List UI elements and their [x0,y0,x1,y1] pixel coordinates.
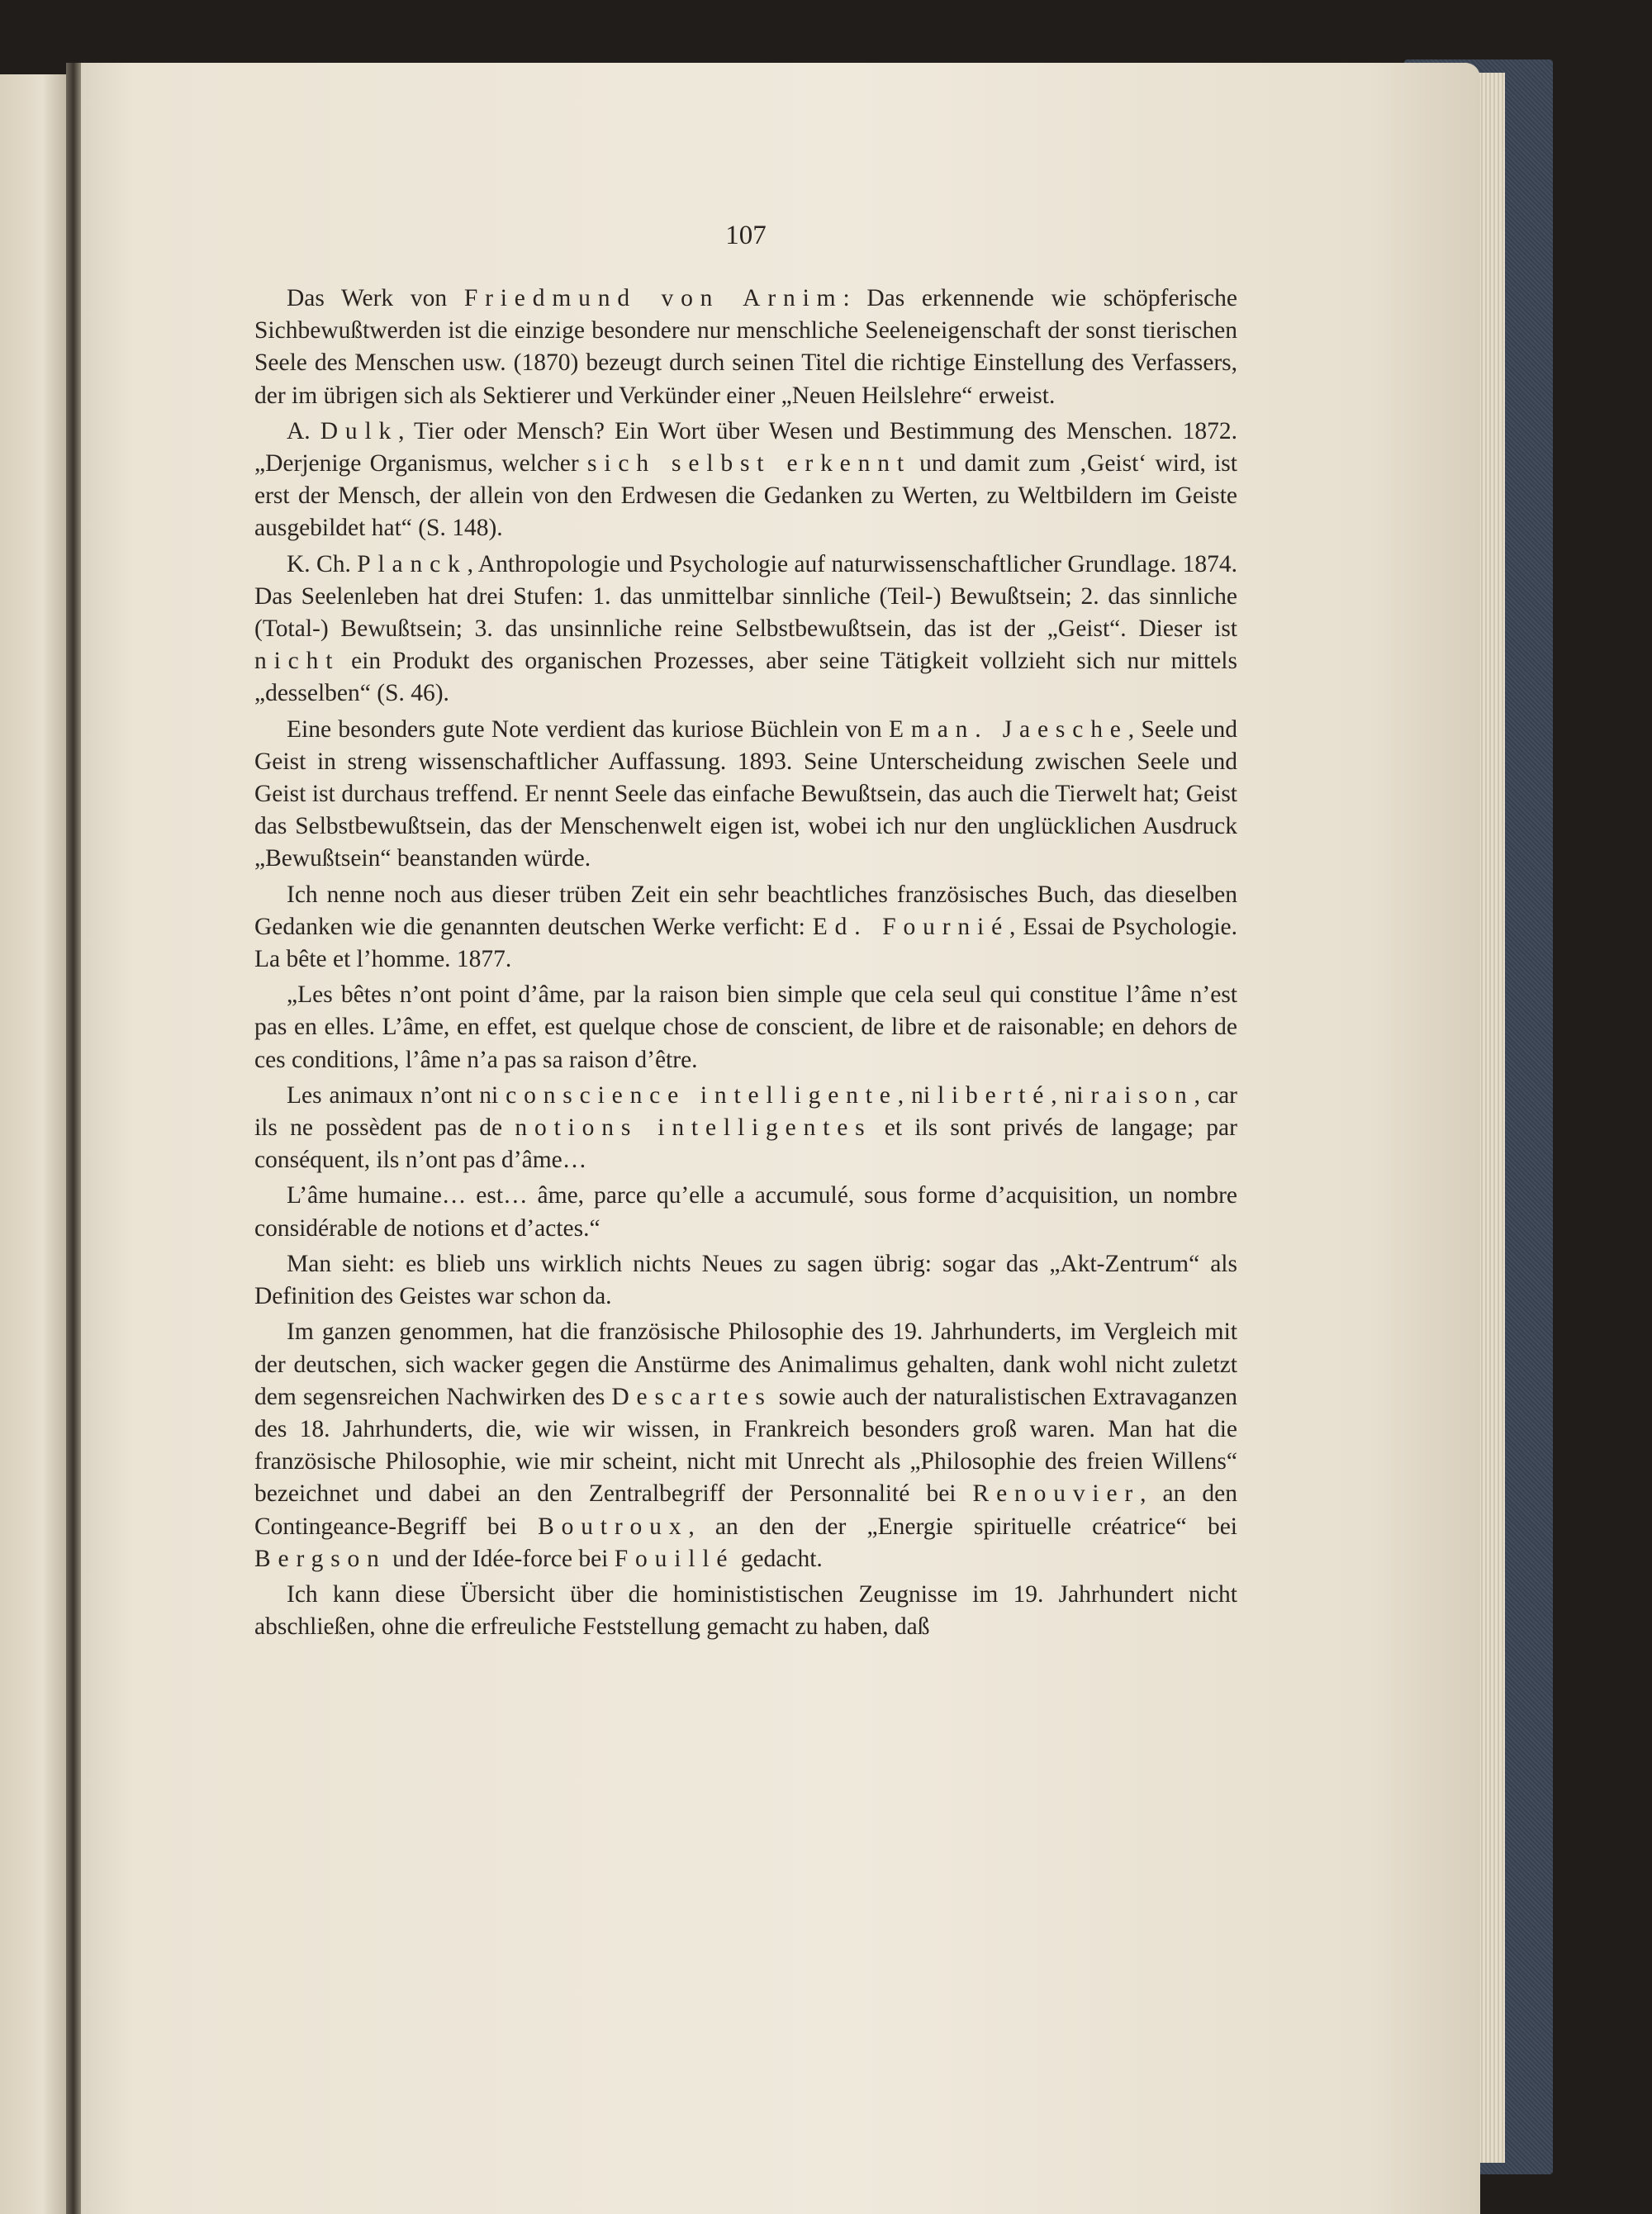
paragraph-p8 [254,1180,1237,1244]
paragraph-text: , Anthropologie und Psychologie auf naturwissenschaftlicher Grundlage. 1874. Das Seelenleben hat drei Stufen: 1. das unmittelbar sinnliche (Teil-) Bewußtsein; 2. das sinnliche (Total-) Bewußtsein; 3. das unsinnliche reine Selbstbewußtsein, das ist der „Geist“. Dieser ist [254,550,1237,643]
spaced-emphasis-text: Fouillé [614,1545,735,1572]
paragraph-list [254,283,1237,1643]
paragraph-text: und der Idée-force bei [386,1545,615,1572]
page-number: 107 [725,221,767,250]
paragraph-text: sowie auch der naturalistischen Extravaganzen des 18. Jahrhunderts, die, wie wir wissen, in Frankreich besonders groß waren. Man hat die französische Philosophie, wie mir scheint, nicht mit Unrecht als „Philosophie des freien Willens“ bezeichnet und dabei an den Zentralbegriff der Personnalité bei [254,1383,1237,1508]
spaced-emphasis-text: Ed. Fournié [812,913,1010,940]
spaced-emphasis-text: Descartes [611,1383,772,1410]
spaced-emphasis-text: nicht [254,648,340,675]
paragraph-p5 [254,879,1237,976]
spaced-emphasis-text: Bergson [254,1545,387,1572]
paragraph-text: Im ganzen genommen, hat die französische Philosophie des 19. Jahrhunderts, im Vergleich mit der deutschen, sich wacker gegen die Anstürme des Animalimus gehalten, dank wohl nicht zuletzt dem segensreichen Nachwirken des [254,1318,1237,1410]
paragraph-p9 [254,1248,1237,1313]
paragraph-text: Les animaux n’ont ni [287,1081,506,1109]
paragraph-text: , ni [897,1081,938,1109]
paragraph-p11 [254,1579,1237,1643]
paragraph-text: L’âme humaine… est… âme, parce qu’elle a accumulé, sous forme d’acquisition, un nombre considérable de notions et d’actes.“ [254,1182,1237,1242]
paragraph-p10 [254,1316,1237,1575]
paragraph-text: Das Werk von [287,285,464,311]
paragraph-p2 [254,416,1237,545]
spaced-emphasis-text: Dulk [320,417,399,444]
paragraph-text: , car ils ne possèdent pas de [254,1081,1237,1142]
paragraph-text: , Tier oder Mensch? Ein Wort über Wesen und Bestimmung des Menschen. 1872. „Derjenige Organismus, welcher [254,417,1237,477]
paragraph-text: Ich kann diese Übersicht über die hominististischen Zeugnisse im 19. Jahrhundert nicht abschließen, ohne die erfreuliche Feststellung gemacht zu haben, daß [254,1580,1237,1641]
paragraph-text: , ni [1051,1081,1091,1109]
left-page-edge [0,74,71,2214]
spaced-emphasis-text: Renouvier [972,1480,1141,1508]
paragraph-text: „Les bêtes n’ont point d’âme, par la raison bien simple que cela seul qui constitue l’âme n’est pas en elles. L’âme, en effet, est quelque chose de conscient, de libre et de raisonable; en dehors de ces conditions, l’âme n’a pas sa raison d’être. [254,981,1237,1073]
paragraph-text: Man sieht: es blieb uns wirklich nichts Neues zu sagen übrig: sogar das „Akt-Zentrum“ als Definition des Geistes war schon da. [254,1250,1237,1310]
spaced-emphasis-text: liberté [937,1081,1051,1109]
book-gutter [66,63,81,2214]
paragraph-text: , Essai de Psychologie. La bête et l’homme. 1877. [254,913,1237,973]
paragraph-text: Ich nenne noch aus dieser trüben Zeit ein sehr beachtliches französisches Buch, das dieselben Gedanken wie die genannten deutschen Werke verficht: [254,881,1237,940]
paragraph-text: Eine besonders gute Note verdient das kuriose Büchlein von [287,715,890,743]
spaced-emphasis-text: Planck [357,550,468,577]
paragraph-text: und damit zum ‚Geist‘ wird, ist erst der Mensch, der allein von den Erdwesen die Gedanken zu Werten, zu Weltbildern im Geiste ausgebildet hat“ (S. 148). [254,450,1237,542]
paragraph-text: , an den der „Energie spirituelle créatrice“ bei [688,1513,1237,1540]
paragraph-text: , an den Contingeance-Begriff bei [254,1480,1237,1540]
paragraph-text: K. Ch. [287,550,358,577]
paragraph-text: A. [287,417,320,444]
paragraph-text: , Seele und Geist in streng wissenschaftlicher Auffassung. 1893. Seine Unterscheidung zwischen Seele und Geist ist durchaus treffend. Er nennt Seele das einfache Bewußtsein, das auch die Tierwelt hat; Geist das Selbstbewußtsein, das der Menschenwelt eigen ist, wobei ich nur den unglücklichen Ausdruck „Bewußtsein“ beanstanden würde. [254,715,1237,872]
spaced-emphasis-text: notions intelligentes [515,1114,872,1142]
paragraph-text: et ils sont privés de langage; par conséquent, ils n’ont pas d’âme… [254,1114,1237,1174]
paragraph-p1 [254,283,1237,412]
page-text-block [254,221,1237,1643]
paragraph-p4 [254,714,1237,876]
spaced-emphasis-text: conscience intelligente [506,1081,898,1109]
spaced-emphasis-text: Eman. Jaesche [889,715,1128,743]
paragraph-text: ein Produkt des organischen Prozesses, aber seine Tätigkeit vollzieht sich nur mittels „desselben“ (S. 46). [254,648,1237,707]
spaced-emphasis-text: sich selbst erkennt [587,450,911,477]
paragraph-text: gedacht. [734,1545,823,1572]
spaced-emphasis-text: raison [1090,1081,1194,1109]
paragraph-p3 [254,549,1237,710]
spaced-emphasis-text: Boutroux [538,1513,689,1540]
paragraph-p6 [254,979,1237,1076]
spaced-emphasis-text: Friedmund von Arnim [463,285,843,311]
paragraph-p7 [254,1080,1237,1177]
paragraph-text: : Das erkennende wie schöpferische Sichbewußtwerden ist die einzige besondere nur menschliche Seeleneigenschaft der sonst tierischen Seele des Menschen usw. (1870) bezeugt durch seinen Titel die richtige Einstellung des Verfassers, der im übrigen sich als Sektierer und Verkünder einer „Neuen Heilslehre“ erweist. [254,285,1237,409]
